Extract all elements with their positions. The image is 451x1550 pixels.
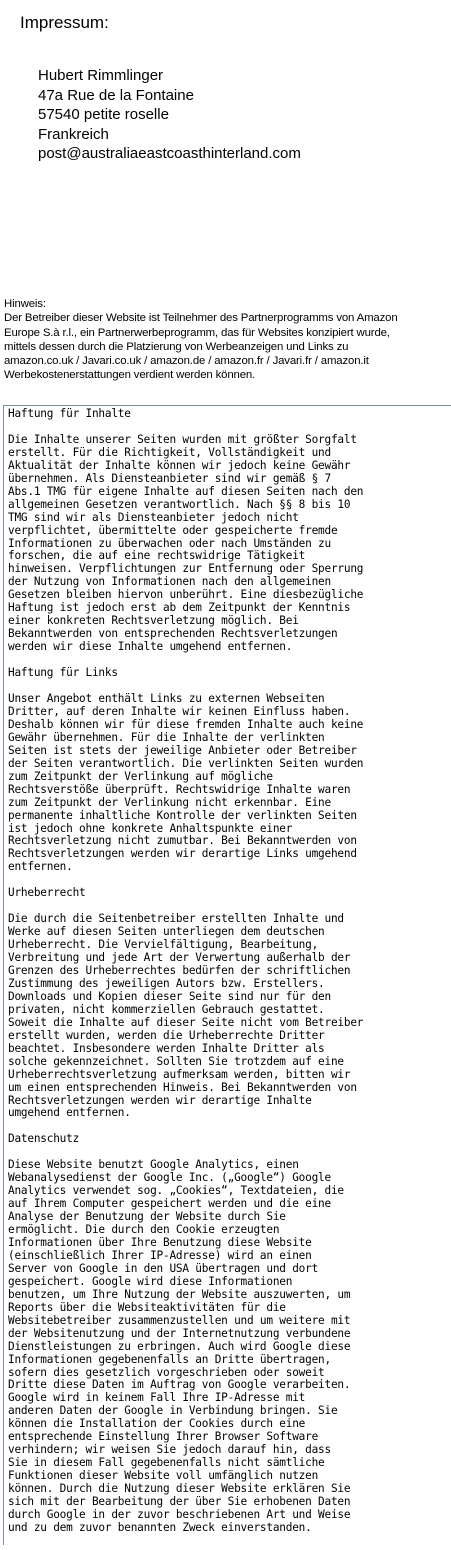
contact-street: 47a Rue de la Fontaine — [38, 86, 194, 104]
contact-city: 57540 petite roselle — [38, 106, 169, 123]
affiliate-notice-line: mittels dessen durch die Platzierung von Werbeanzeigen und Links zu — [4, 340, 349, 353]
affiliate-notice-line: Werbekostenerstattungen verdient werden können. — [4, 369, 256, 382]
page-title: Impressum: — [20, 13, 109, 32]
affiliate-notice — [4, 297, 450, 383]
contact-name: Hubert Rimmlinger — [38, 67, 164, 84]
legal-text-content: Haftung für Inhalte Die Inhalte unserer Seiten wurden mit größter Sorgfalt erstellt. Für die Richtigkeit, Vollständigkeit und Aktualität der Inhalte können wir jedoch keine Gewähr übernehmen. Als Diensteanbieter sind wir gemäß § 7 Abs.1 TMG für eigene Inhalte auf diesen Seiten nach den allgemeinen Gesetzen verantwortlich. Nach §§ 8 bis 10 TMG sind wir als Diensteanbieter jedoch nicht verpflichtet, übermittelte oder gespeicherte fremde Informationen zu überwachen oder nach Umständen zu forschen, die auf eine rechtswidrige Tätigkeit hinweisen. Verpflichtungen zur Entfernung oder Sperrung der Nutzung von Informationen nach den allgemeinen Gesetzen bleiben hiervon unberührt. Eine diesbezügliche Haftung ist jedoch erst ab dem Zeitpunkt der Kenntnis einer konkreten Rechtsverletzung möglich. Bei Bekanntwerden von entsprechenden Rechtsverletzungen werden wir diese Inhalte umgehend entfernen. Haftung für Links Unser Angebot enthält Links zu externen Webseiten Dritter, auf deren Inhalte wir keinen Einfluss haben. Deshalb können wir für diese fremden Inhalte auch keine Gewähr übernehmen. Für die Inhalte der verlinkten Seiten ist stets der jeweilige Anbieter oder Betreiber der Seiten verantwortlich. Die verlinkten Seiten wurden zum Zeitpunkt der Verlinkung auf mögliche Rechtsverstöße überprüft. Rechtswidrige Inhalte waren zum Zeitpunkt der Verlinkung nicht erkennbar. Eine permanente inhaltliche Kontrolle der verlinkten Seiten ist jedoch ohne konkrete Anhaltspunkte einer Rechtsverletzung nicht zumutbar. Bei Bekanntwerden von Rechtsverletzungen werden wir derartige Links umgehend entfernen. Urheberrecht Die durch die Seitenbetreiber erstellten Inhalte und Werke auf diesen Seiten unterliegen dem deutschen Urheberrecht. Die Vervielfältigung, Bearbeitung, Verbreitung und jede Art der Verwertung außerhalb der Grenzen des Urheberrechtes bedürfen der schriftlichen Zustimmung des jeweiligen Autors bzw. Erstellers. Downloads und Kopien dieser Seite sind nur für den privaten, nicht kommerziellen Gebrauch gestattet. Soweit die Inhalte auf dieser Seite nicht vom Betreiber erstellt wurden, werden die Urheberrechte Dritter beachtet. Insbesondere werden Inhalte Dritter als solche gekennzeichnet. Sollten Sie trotzdem auf eine Urheberrechtsverletzung aufmerksam werden, bitten wir um einen entsprechenden Hinweis. Bei Bekanntwerden von Rechtsverletzungen werden wir derartige Inhalte umgehend entfernen. Datenschutz Diese Website benutzt Google Analytics, einen Webanalysedienst der Google Inc. („Google“) Google Analytics verwendet sog. „Cookies“, Textdateien, die auf Ihrem Computer gespeichert werden und die eine Analyse der Benutzung der Website durch Sie ermöglicht. Die durch den Cookie erzeugten Informationen über Ihre Benutzung diese Website (einschließlich Ihrer IP-Adresse) wird an einen Server von Google in den USA übertragen und dort gespeichert. Google wird diese Informationen benutzen, um Ihre Nutzung der Website auszuwerten, um Reports über die Websiteaktivitäten für die Websitebetreiber zusammenzustellen und um weitere mit der Websitenutzung und der Internetnutzung verbundene Dienstleistungen zu erbringen. Auch wird Google diese Informationen gegebenenfalls an Dritte übertragen, sofern dies gesetzlich vorgeschrieben oder soweit Dritte diese Daten im Auftrag von Google verarbeiten. Google wird in keinem Fall Ihre IP-Adresse mit anderen Daten der Google in Verbindung bringen. Sie können die Installation der Cookies durch eine entsprechende Einstellung Ihrer Browser Software verhindern; wir weisen Sie jedoch darauf hin, dass Sie in diesem Fall gegebenenfalls nicht sämtliche Funktionen dieser Website voll umfänglich nutzen können. Durch die Nutzung dieser Website erklären Sie sich mit der Bearbeitung der über Sie erhobenen Daten durch Google in der zuvor beschriebenen Art und Weise und zu dem zuvor benannten Zweck einverstanden. — [8, 407, 364, 1534]
affiliate-notice-line: amazon.co.uk / Javari.co.uk / amazon.de / amazon.fr / Javari.fr / amazon.it — [4, 355, 369, 368]
contact-country: Frankreich — [38, 125, 109, 143]
contact-email: post@australiaeastcoasthinterland.com — [38, 145, 301, 162]
affiliate-notice-line: Der Betreiber dieser Website ist Teilnehmer des Partnerprogramms von Amazon — [4, 312, 398, 325]
contact-address — [38, 66, 301, 164]
legal-textarea[interactable] — [3, 405, 451, 1545]
affiliate-notice-label: Hinweis: — [4, 298, 46, 310]
affiliate-notice-line: Europe S.à r.l., ein Partnerwerbeprogramm, das für Websites konzipiert wurde, — [4, 326, 390, 339]
